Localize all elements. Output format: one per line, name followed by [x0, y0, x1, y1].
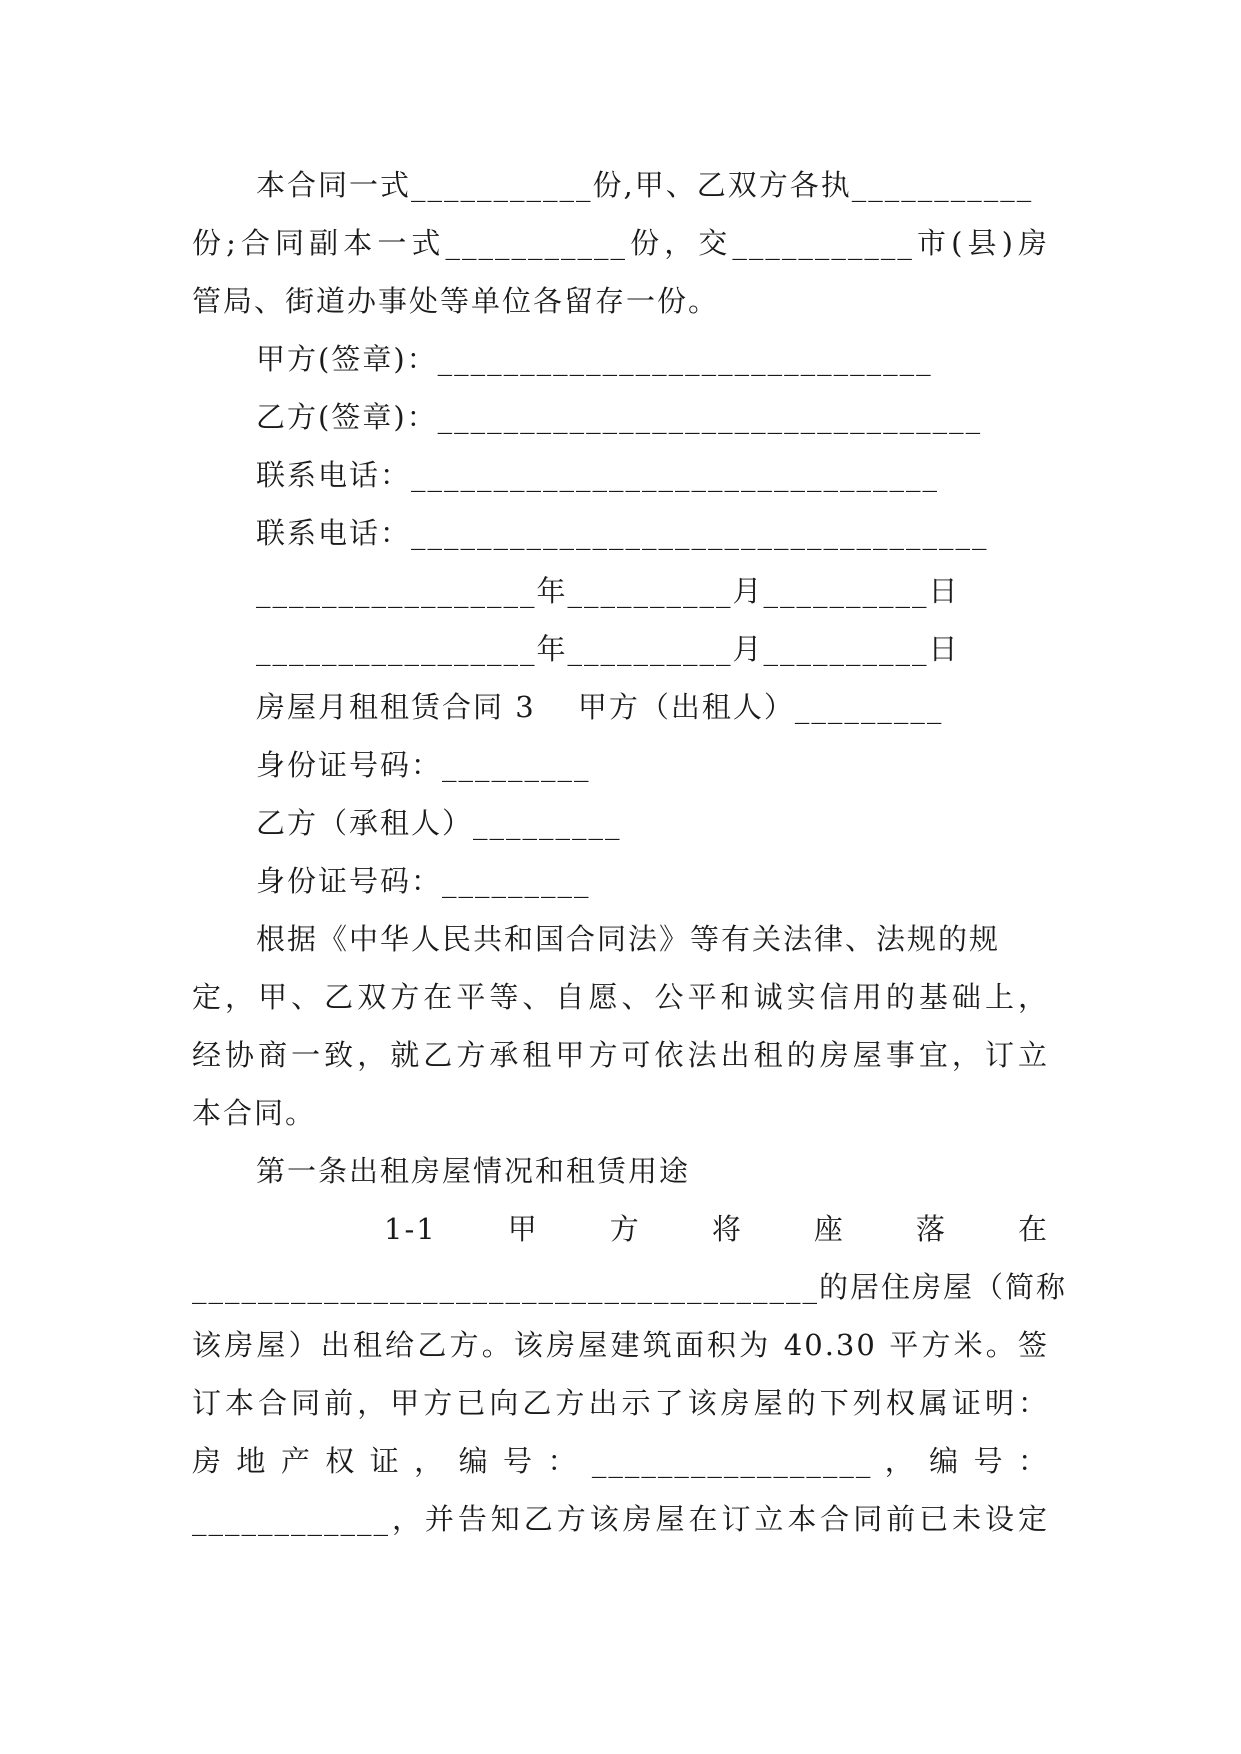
- paragraph-basis-line-1: 根据《中华人民共和国合同法》等有关法律、法规的规: [256, 922, 1001, 956]
- text-line-copies: 本合同一式___________份,甲、乙双方各执___________: [256, 168, 1034, 202]
- date-line-b: _________________年__________月__________日: [256, 632, 960, 666]
- clause-1-1-line-1: 1-1 甲 方 将 座 落 在: [384, 1212, 1049, 1246]
- contract-heading-line: 房屋月租租赁合同 3 甲方（出租人）_________: [256, 690, 944, 724]
- lessee-line: 乙方（承租人）_________: [256, 806, 622, 840]
- article-one-heading: 第一条出租房屋情况和租赁用途: [256, 1154, 691, 1188]
- paragraph-basis-line-2: 定，甲、乙双方在平等、自愿、公平和诚实信用的基础上，: [192, 980, 1049, 1014]
- clause-1-1-line-5: 房 地 产 权 证 ， 编 号 ： _________________ ， 编 号 ：: [192, 1444, 1049, 1478]
- party-b-signature-line: 乙方(签章)：_________________________________: [256, 400, 983, 434]
- party-a-signature-line: 甲方(签章)：______________________________: [256, 342, 933, 376]
- id-number-line-a: 身份证号码：_________: [256, 748, 591, 782]
- paragraph-basis-line-4: 本合同。: [192, 1096, 317, 1130]
- text-line-copies-end: 管局、街道办事处等单位各留存一份。: [192, 284, 720, 318]
- phone-line-a: 联系电话：________________________________: [256, 458, 940, 492]
- phone-line-b: 联系电话：___________________________________: [256, 516, 989, 550]
- clause-1-1-line-2: ______________________________________的居住房屋（简称: [192, 1270, 1068, 1304]
- date-line-a: _________________年__________月__________日: [256, 574, 960, 608]
- clause-1-1-line-3: 该房屋）出租给乙方。该房屋建筑面积为 40.30 平方米。签: [192, 1328, 1049, 1362]
- id-number-line-b: 身份证号码：_________: [256, 864, 591, 898]
- paragraph-basis-line-3: 经协商一致，就乙方承租甲方可依法出租的房屋事宜，订立: [192, 1038, 1049, 1072]
- clause-1-1-line-6: ____________，并告知乙方该房屋在订立本合同前已未设定: [192, 1502, 1049, 1536]
- clause-1-1-line-4: 订本合同前，甲方已向乙方出示了该房屋的下列权属证明：: [192, 1386, 1049, 1420]
- text-line-copies-cont: 份;合同副本一式___________份，交___________市(县)房: [192, 226, 1049, 260]
